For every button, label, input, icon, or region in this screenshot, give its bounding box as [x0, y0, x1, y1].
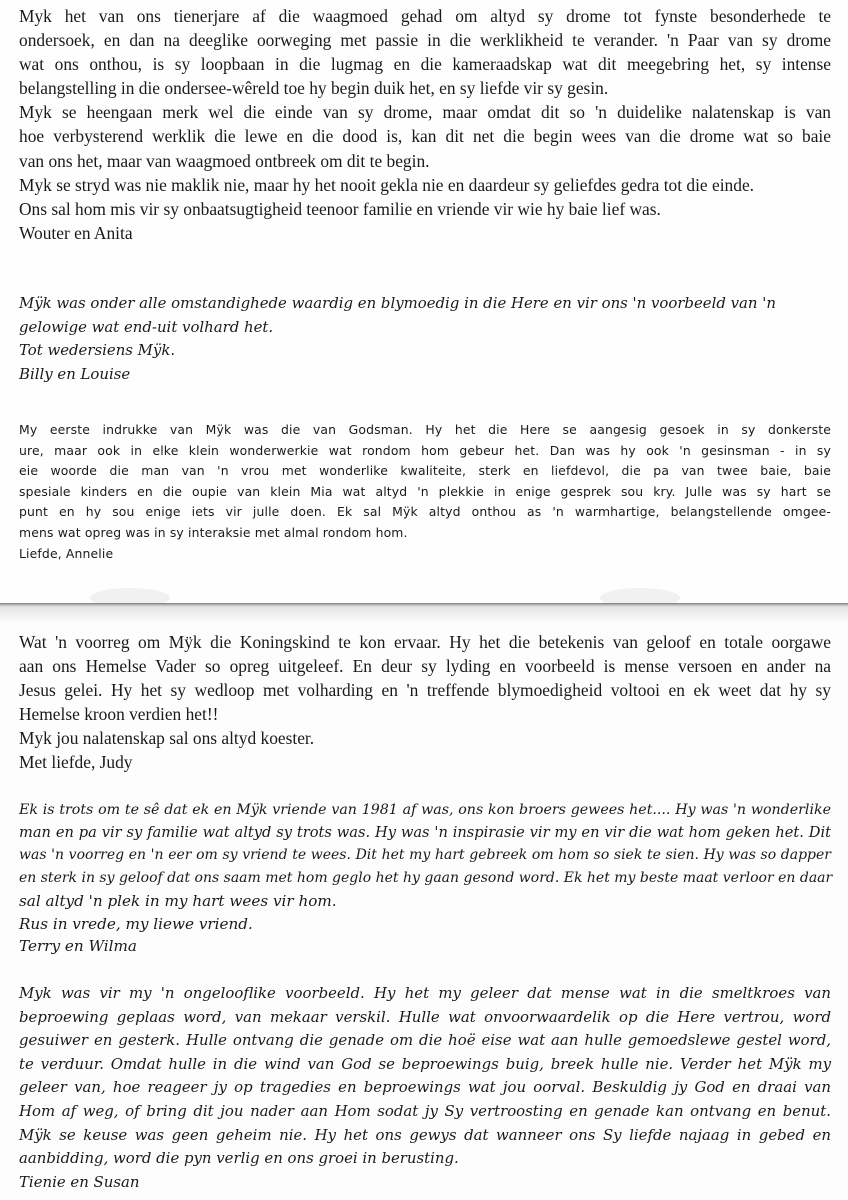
tribute-line: ondersoek, en dan na deeglike oorweging met passie in die werklikheid te verander. 'n Paar van sy drome [19, 30, 831, 51]
tribute-line: Ek is trots om te sê dat ek en Mÿk vriende van 1981 af was, ons kon broers gewees het.... Hy was 'n wonderlike [19, 802, 831, 818]
tribute-signature: Tienie en Susan [19, 1172, 140, 1191]
tribute-line: wat ons onthou, is sy loopbaan in die lugmag en die kameraadskap wat dit meegebring het, sy intense [19, 54, 831, 75]
tribute-signature: Wouter en Anita [19, 222, 133, 243]
tribute-line: en sterk in sy geloof dat ons saam met hom geglo het hy gaan gesond word. Ek het my beste maat verloor en daar [19, 870, 833, 887]
tribute-billy-louise [19, 292, 831, 386]
tribute-line: spesiale kinders en die oupie van klein Mia wat altyd 'n plekkie in enige gesprek sou kry. Julle was sy hart se [19, 483, 831, 499]
tribute-wouter-anita [19, 4, 831, 245]
tribute-signature: Liefde, Annelie [19, 545, 114, 561]
tribute-judy [19, 630, 831, 775]
tribute-line: van ons het, maar van waagmoed ontbreek om dit te begin. [19, 150, 430, 171]
tribute-line: belangstelling in die ondersee-wêreld toe hy begin duik het, en sy liefde vir sy gesin. [19, 78, 609, 99]
tribute-line: mens wat opreg was in sy interaksie met almal rondom hom. [19, 524, 408, 540]
tribute-line: beproewing geplaas word, van mekaar verskil. Hulle wat onvoorwaardelik op die Here vertrou, word [19, 1007, 831, 1026]
tribute-line: Myk het van ons tienerjare af die waagmoed gehad om altyd sy drome tot fynste besonderhede te [19, 6, 831, 26]
tribute-line: Hemelse kroon verdien het!! [19, 704, 219, 725]
tribute-line: Jesus gelei. Hy het sy wedloop met volharding en 'n treffende blymoedigheid voltooi en ek weet dat hy sy [19, 680, 831, 701]
tribute-line: gesuiwer en gesterk. Hulle ontvang die genade om die hoë eise wat aan hulle gemoedslewe gestel word, [19, 1031, 831, 1050]
tribute-line: geleer van, hoe reageer jy op tragedies en beproewings wat jou oorval. Beskuldig jy God en draai van [19, 1078, 831, 1097]
tribute-line: Rus in vrede, my liewe vriend. [19, 914, 253, 933]
tribute-line: Myk se heengaan merk wel die einde van sy drome, maar omdat dit so 'n duidelike nalatenskap is van [19, 102, 831, 123]
paper-crease [90, 588, 170, 604]
tribute-line: te verduur. Omdat hulle in die wind van God se beproewings buig, breek hulle nie. Verder het Mÿk my [19, 1054, 831, 1073]
tribute-signature: Met liefde, Judy [19, 752, 133, 773]
tribute-tienie-susan [19, 982, 831, 1194]
fold-shadow [0, 607, 848, 623]
tribute-line: aan ons Hemelse Vader so opreg uitgeleef. En deur sy lyding en voorbeeld is mense versoen en ander na [19, 656, 831, 677]
tribute-line: ure, maar ook in elke klein wonderwerkie wat rondom hom gebeur het. Dan was hy ook 'n gesinsman - in sy [19, 442, 831, 458]
tribute-line: Myk jou nalatenskap sal ons altyd koester. [19, 728, 315, 749]
tribute-line: Ons sal hom mis vir sy onbaatsugtigheid teenoor familie en vriende vir wie hy baie lief was. [19, 198, 661, 219]
tribute-signature: Terry en Wilma [19, 937, 137, 956]
tribute-line: man en pa vir sy familie wat altyd sy trots was. Hy was 'n inspirasie vir my en vir die wat hom geken het. Dit [19, 823, 831, 841]
tribute-line: My eerste indrukke van Mÿk was die van Godsman. Hy het die Here se aangesig gesoek in sy donkerste [19, 422, 831, 437]
tribute-terry-wilma [19, 799, 831, 958]
tribute-line: punt en hy sou enige iets vir julle doen. Ek sal Mÿk altyd onthou as 'n warmhartige, belangstellende omgee- [19, 504, 831, 520]
tribute-line: eie woorde die man van 'n vrou met wonderlike kwaliteite, sterk en liefdevol, die pa van twee baie, baie [19, 463, 831, 479]
tribute-line: Myk was vir my 'n ongelooflike voorbeeld. Hy het my geleer dat mense wat in die smeltkroes van [19, 984, 831, 1002]
tribute-line: Tot wedersiens Mÿk. [19, 341, 176, 360]
tribute-signature: Billy en Louise [19, 364, 131, 383]
tribute-line: sal altyd 'n plek in my hart wees vir hom. [19, 891, 337, 910]
tribute-annelie [19, 420, 831, 564]
tribute-line: Mÿk was onder alle omstandighede waardig en blymoedig in die Here en vir ons 'n voorbeeld van 'n [19, 294, 776, 312]
tribute-line: Hom af weg, of bring dit jou nader aan Hom sodat jy Sy vertroosting en genade kan ontvang en benut. [19, 1101, 831, 1120]
paper-crease [600, 588, 680, 604]
tribute-line: was 'n voorreg en 'n eer om sy vriend te wees. Dit het my hart gebreek om hom so siek te sien. Hy was so dapper [19, 847, 831, 864]
tribute-line: hoe verbysterend werklik die lewe en die dood is, kan dit net die begin wees van die drome wat so baie [19, 126, 831, 147]
tribute-line: Myk se stryd was nie maklik nie, maar hy het nooit gekla nie en daardeur sy geliefdes gedra tot die einde. [19, 174, 755, 195]
tribute-line: Mÿk se keuse was geen geheim nie. Hy het ons gewys dat wanneer ons Sy liefde najaag in gebed en [19, 1125, 831, 1144]
tribute-line: aanbidding, word die pyn verlig en ons groei in berusting. [19, 1149, 459, 1168]
tribute-line: gelowige wat end-uit volhard het. [19, 317, 274, 336]
tribute-line: Wat 'n voorreg om Mÿk die Koningskind te kon ervaar. Hy het die betekenis van geloof en totale oorgawe [19, 632, 831, 652]
